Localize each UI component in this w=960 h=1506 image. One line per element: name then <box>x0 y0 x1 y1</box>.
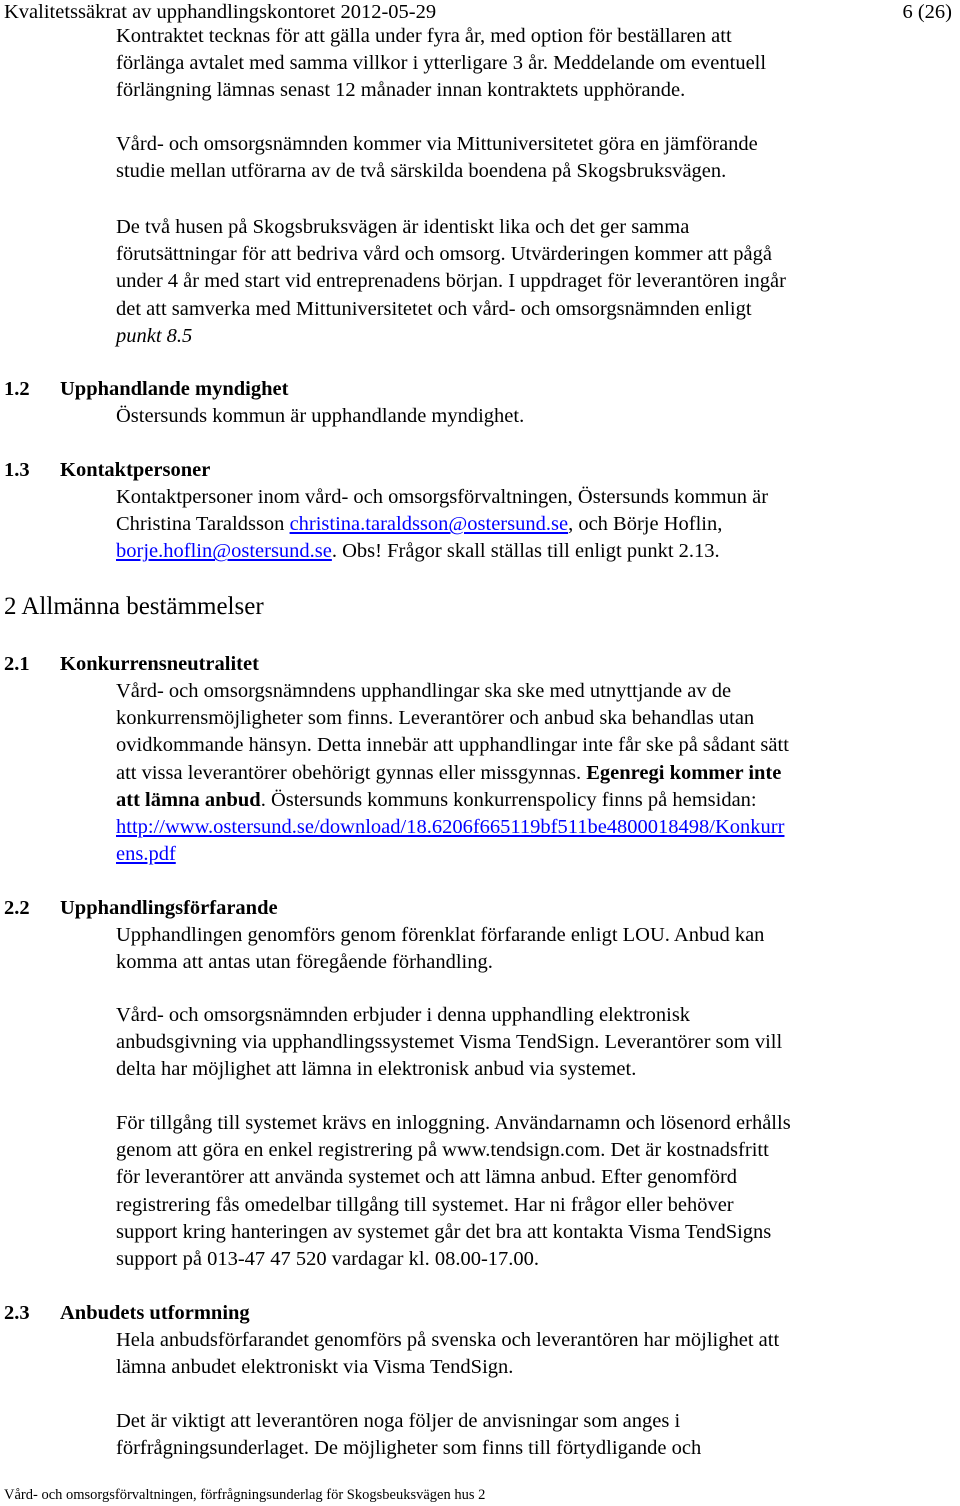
procedure-paragraph-1: Upphandlingen genomförs genom förenklat förfarande enligt LOU. Anbud kan komma att antas utan föregående förhandling. <box>116 924 765 974</box>
section-heading-1-2: 1.2 Upphandlande myndighet <box>4 378 289 400</box>
policy-url-link-continued[interactable]: ens.pdf <box>116 843 176 866</box>
procedure-paragraph-3: För tillgång till systemet krävs en inloggning. Användarnamn och lösenord erhålls genom att göra en enkel registrering på www.tendsign.com. Det är kostnadsfritt för leverantörer att använda systemet och att lämna anbud. Efter genomförd registrering fås omedelbar tillgång till systemet. Har ni frågor eller behöver support kring hanteringen av systemet går det bra att kontakta Visma TendSigns support på 013-47 47 520 vardagar kl. 08.00-17.00. <box>116 1112 791 1271</box>
section-1-2-text: Östersunds kommun är upphandlande myndighet. <box>116 405 525 427</box>
section-heading-2-1: 2.1 Konkurrensneutralitet <box>4 653 259 675</box>
bold-notice: Egenregi kommer inte <box>586 761 782 784</box>
document-footer: Vård- och omsorgsförvaltningen, förfrågningsunderlag för Skogsbeuksvägen hus 2 <box>4 1487 486 1503</box>
contract-duration-paragraph: Kontraktet tecknas för att gälla under fyra år, med option för beställaren att förlänga avtalet med samma villkor i ytterligare 3 år. Meddelande om eventuell förlängning lämnas senast 12 månader innan kontraktets upphörande. <box>116 25 767 102</box>
email-link-christina[interactable]: christina.taraldsson@ostersund.se <box>289 513 569 536</box>
page-number: 6 (26) <box>902 1 952 23</box>
bid-format-paragraph-1: Hela anbudsförfarandet genomförs på svenska och leverantören har möjlighet att lämna anbudet elektroniskt via Visma TendSign. <box>116 1329 780 1379</box>
section-heading-2-3: 2.3 Anbudets utformning <box>4 1302 250 1324</box>
procedure-paragraph-2: Vård- och omsorgsnämnden erbjuder i denna upphandling elektronisk anbudsgivning via upphandlingssystemet Visma TendSign. Leverantörer som vill delta har möjlighet att lämna in elektronisk anbud via systemet. <box>116 1004 783 1081</box>
study-paragraph: Vård- och omsorgsnämnden kommer via Mittuniversitetet göra en jämförande studie mellan utförarna av de två särskilda boendena på Skogsbruksvägen. <box>116 133 758 183</box>
chapter-heading: 2 Allmänna bestämmelser <box>4 593 264 620</box>
policy-url-link[interactable]: http://www.ostersund.se/download/18.6206f665119bf511be4800018498/Konkurr <box>116 816 785 839</box>
section-heading-2-2: 2.2 Upphandlingsförfarande <box>4 897 278 919</box>
section-reference: punkt 8.5 <box>116 324 193 347</box>
bid-format-paragraph-2: Det är viktigt att leverantören noga följer de anvisningar som anges i förfrågningsunderlaget. De möjligheter som finns till förtydligande och <box>116 1410 702 1460</box>
contact-persons-paragraph: Kontaktpersoner inom vård- och omsorgsförvaltningen, Östersunds kommun är Christina Taraldsson christina.taraldsson@ostersund.se, och Börje Hoflin, borje.hoflin@ostersund.se. Obs! Frågor skall ställas till enligt punkt 2.13. <box>116 486 769 563</box>
document-header: Kvalitetssäkrat av upphandlingskontoret 2012-05-29 <box>4 1 437 23</box>
houses-paragraph: De två husen på Skogsbruksvägen är identiskt lika och det ger samma förutsättningar för att bedriva vård och omsorg. Utvärderingen kommer att pågå under 4 år med start vid entreprenadens början. I uppdraget för leverantören ingår det att samverka med Mittuniversitetet och vård- och omsorgsnämnden enligt punkt 8.5 <box>116 214 916 350</box>
competition-neutrality-paragraph: Vård- och omsorgsnämndens upphandlingar ska ske med utnyttjande av de konkurrensmöjligheter som finns. Leverantörer och anbud ska behandlas utan ovidkommande hänsyn. Detta innebär att upphandlingar inte får ske på sådant sätt att vissa leverantörer obehörigt gynnas eller missgynnas. Egenregi kommer inte att lämna anbud. Östersunds kommuns konkurrenspolicy finns på hemsidan: http://www.ostersund.se/download/18.6206f665119bf511be4800018498/Konkurr ens.pdf <box>116 680 789 866</box>
email-link-borje[interactable]: borje.hoflin@ostersund.se <box>116 540 332 563</box>
bold-notice: att lämna anbud <box>116 788 261 811</box>
section-heading-1-3: 1.3 Kontaktpersoner <box>4 459 211 481</box>
